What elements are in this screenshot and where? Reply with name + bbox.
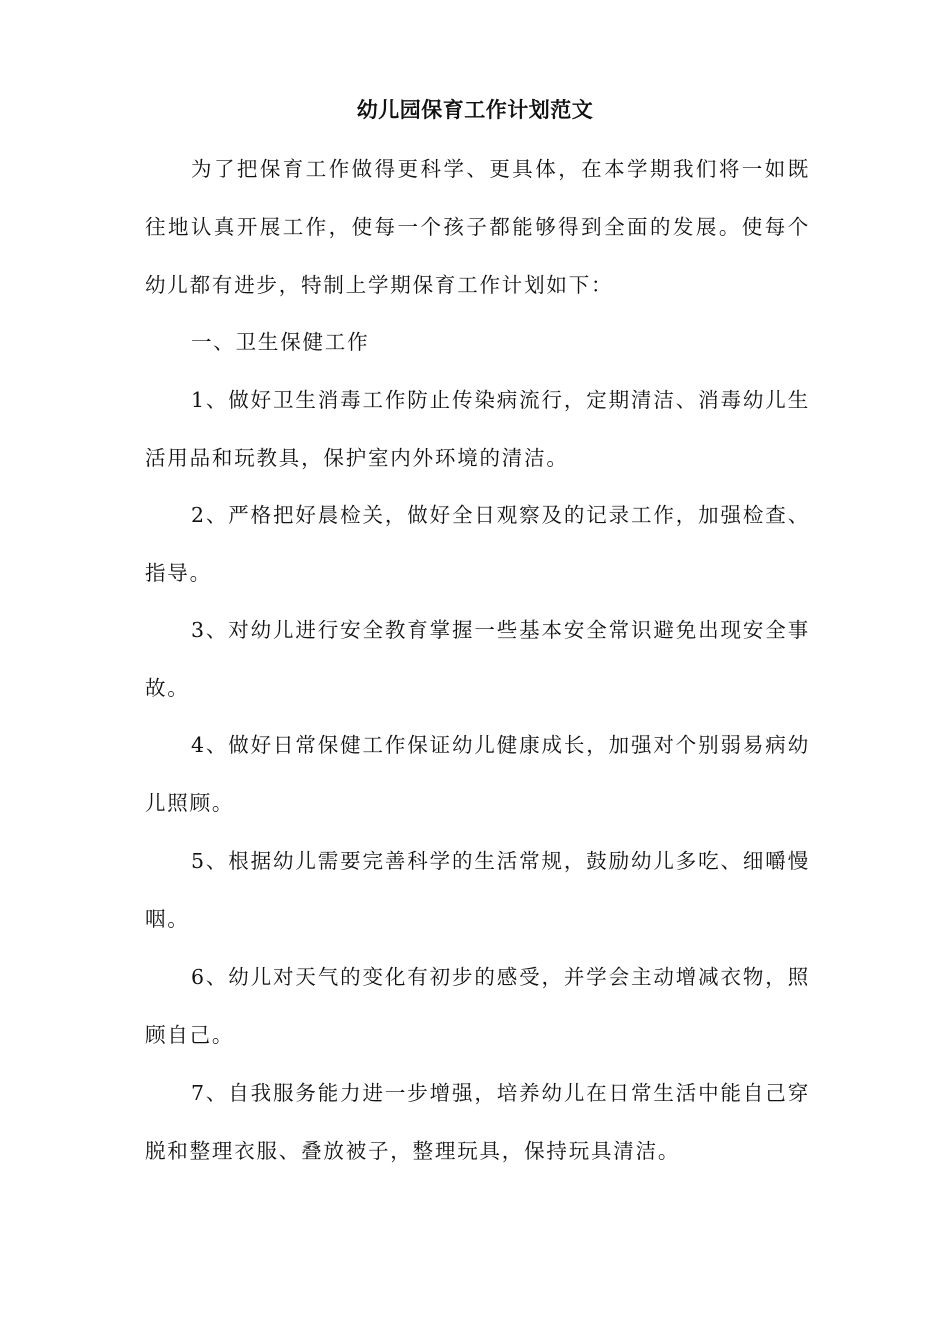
intro-paragraph: 为了把保育工作做得更科学、更具体，在本学期我们将一如既往地认真开展工作，使每一个孩子都能够得到全面的发展。使每个幼儿都有进步，特制上学期保育工作计划如下： — [145, 157, 810, 297]
document-title: 幼儿园保育工作计划范文 — [356, 97, 594, 122]
list-item: 4、做好日常保健工作保证幼儿健康成长，加强对个别弱易病幼儿照顾。 — [145, 733, 810, 815]
list-item: 7、自我服务能力进一步增强，培养幼儿在日常生活中能自己穿脱和整理衣服、叠放被子，整理玩具，保持玩具清洁。 — [145, 1081, 810, 1163]
list-item: 1、做好卫生消毒工作防止传染病流行，定期清洁、消毒幼儿生活用品和玩教具，保护室内外环境的清洁。 — [145, 388, 810, 470]
list-item: 5、根据幼儿需要完善科学的生活常规，鼓励幼儿多吃、细嚼慢咽。 — [145, 849, 810, 931]
list-item: 3、对幼儿进行安全教育掌握一些基本安全常识避免出现安全事故。 — [145, 618, 810, 700]
section-heading: 一、卫生保健工作 — [191, 330, 370, 354]
list-item: 2、严格把好晨检关，做好全日观察及的记录工作，加强检查、指导。 — [145, 503, 810, 585]
list-item: 6、幼儿对天气的变化有初步的感受，并学会主动增减衣物，照顾自己。 — [145, 965, 810, 1047]
